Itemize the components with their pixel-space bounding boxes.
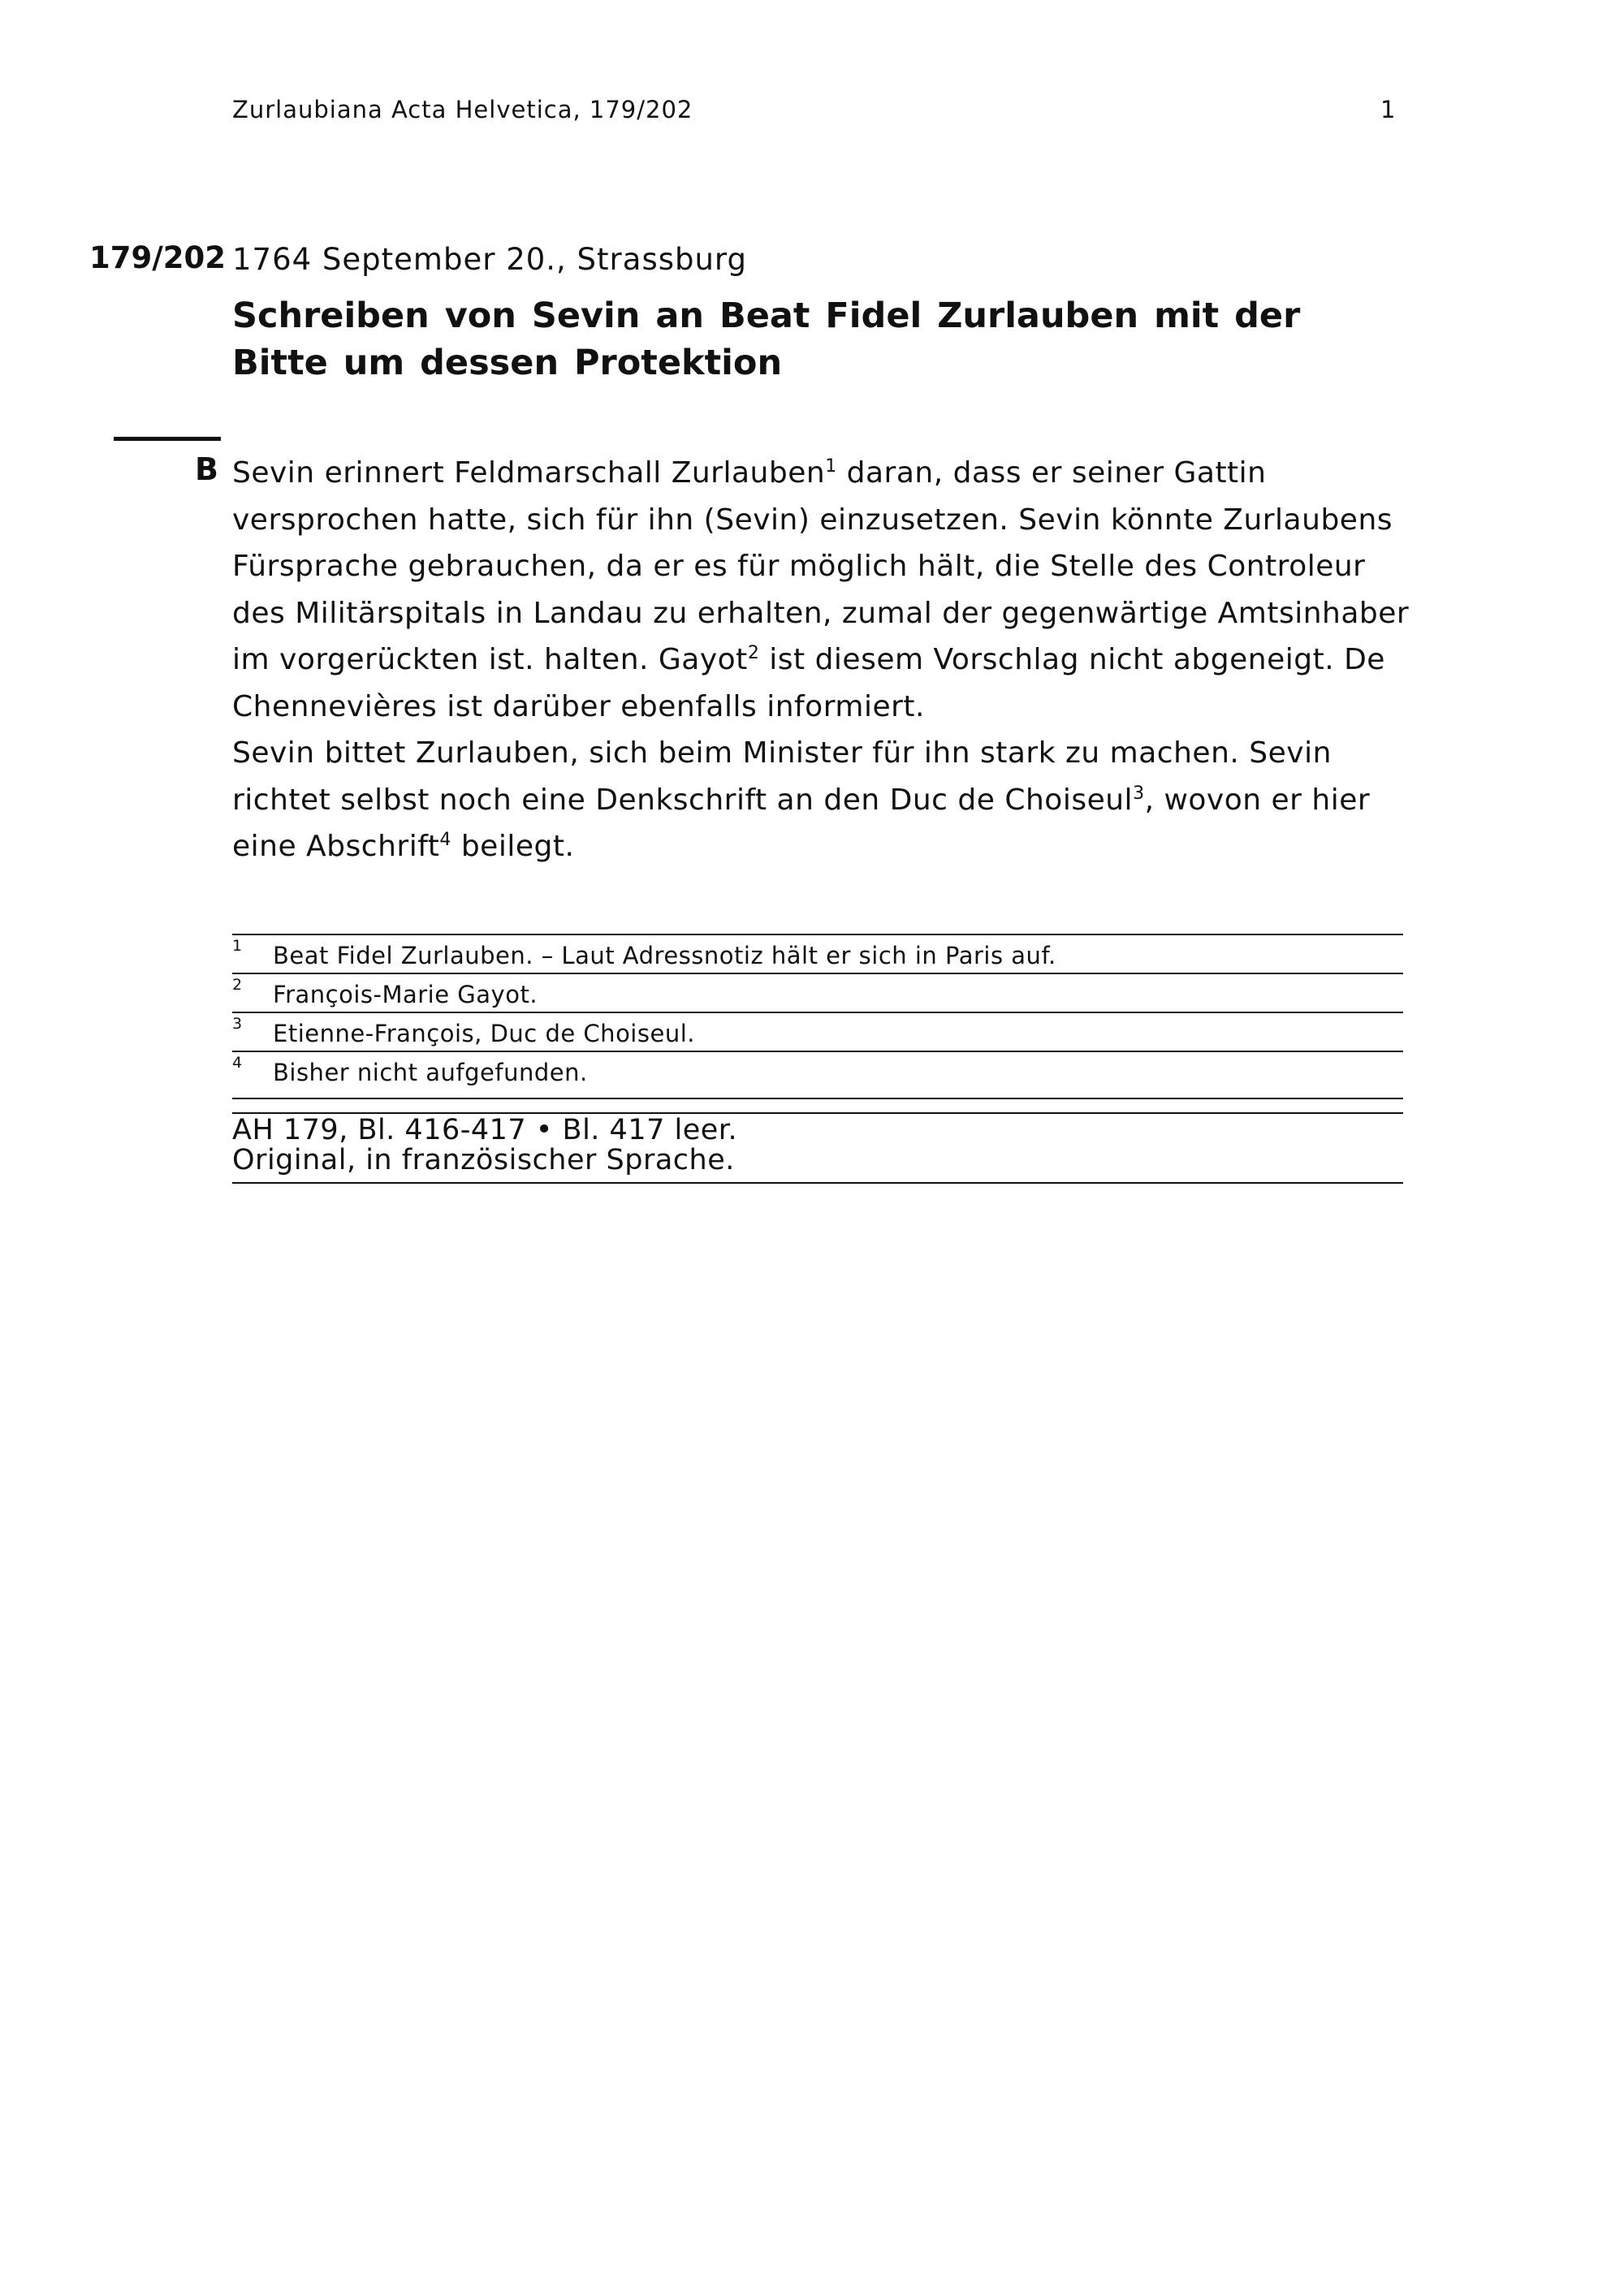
footnote-item: [232, 1052, 1403, 1099]
margin-rule: [114, 437, 221, 441]
source-note: Original, in französischer Sprache.: [232, 1144, 735, 1176]
footnote-ref: 2: [747, 643, 760, 663]
footnote-text: Etienne-François, Duc de Choiseul.: [273, 1020, 695, 1047]
footnote-ref: 4: [439, 830, 451, 850]
regest-segment: daran, dass er seiner Gattin versprochen hatte, sich für ihn (Sevin) einzusetzen. Sevin könnte Zurlaubens Fürsprache gebrauchen, da er es für möglich hält, die Stelle des Controleur des Militärspitals in Landau zu erhalten, zumal der gegenwärtige Amtsinhaber im vorgerückten ist. halten. Gayot: [232, 456, 1410, 676]
regest-paragraph: [232, 450, 1410, 730]
document-type-letter: B: [195, 451, 218, 487]
footnote-item: [232, 1013, 1403, 1052]
footnote-number: 3: [232, 1015, 243, 1033]
footnotes: [232, 934, 1403, 1099]
regest-segment: ist diesem Vorschlag nicht abgeneigt. De Chennevières ist darüber ebenfalls informiert.: [232, 643, 1385, 723]
regest-segment: , wovon er hier eine Abschrift: [232, 783, 1371, 863]
regest-paragraph: [232, 730, 1410, 870]
document-date-place: 1764 September 20., Strassburg: [232, 242, 747, 277]
footnote-number: 1: [232, 937, 243, 955]
regest-segment: Sevin bittet Zurlauben, sich beim Minister für ihn stark zu machen. Sevin richtet selbst noch eine Denkschrift an den Duc de Choiseul: [232, 736, 1332, 817]
regest-segment: Sevin erinnert Feldmarschall Zurlauben: [232, 456, 826, 490]
source-signature: AH 179, Bl. 416-417 • Bl. 417 leer.: [232, 1114, 738, 1146]
page-number: 1: [1380, 96, 1396, 123]
footnote-ref: 1: [825, 456, 837, 477]
regest-segment: beilegt.: [451, 830, 575, 863]
footnote-text: François-Marie Gayot.: [273, 981, 538, 1008]
footnote-number: 2: [232, 976, 243, 994]
footnote-item: [232, 935, 1403, 974]
document-title: Schreiben von Sevin an Beat Fidel Zurlauben mit der Bitte um dessen Protektion: [232, 296, 1301, 383]
running-title: Zurlaubiana Acta Helvetica, 179/202: [232, 96, 693, 123]
document-number: 179/202: [89, 240, 226, 275]
footnote-item: [232, 974, 1403, 1013]
footnote-text: Bisher nicht aufgefunden.: [273, 1059, 588, 1086]
footnote-ref: 3: [1133, 783, 1145, 804]
footnote-text: Beat Fidel Zurlauben. – Laut Adressnotiz hält er sich in Paris auf.: [273, 942, 1056, 969]
regest-text: [232, 450, 1410, 870]
source-block: [232, 1112, 1403, 1184]
footnote-number: 4: [232, 1054, 243, 1072]
